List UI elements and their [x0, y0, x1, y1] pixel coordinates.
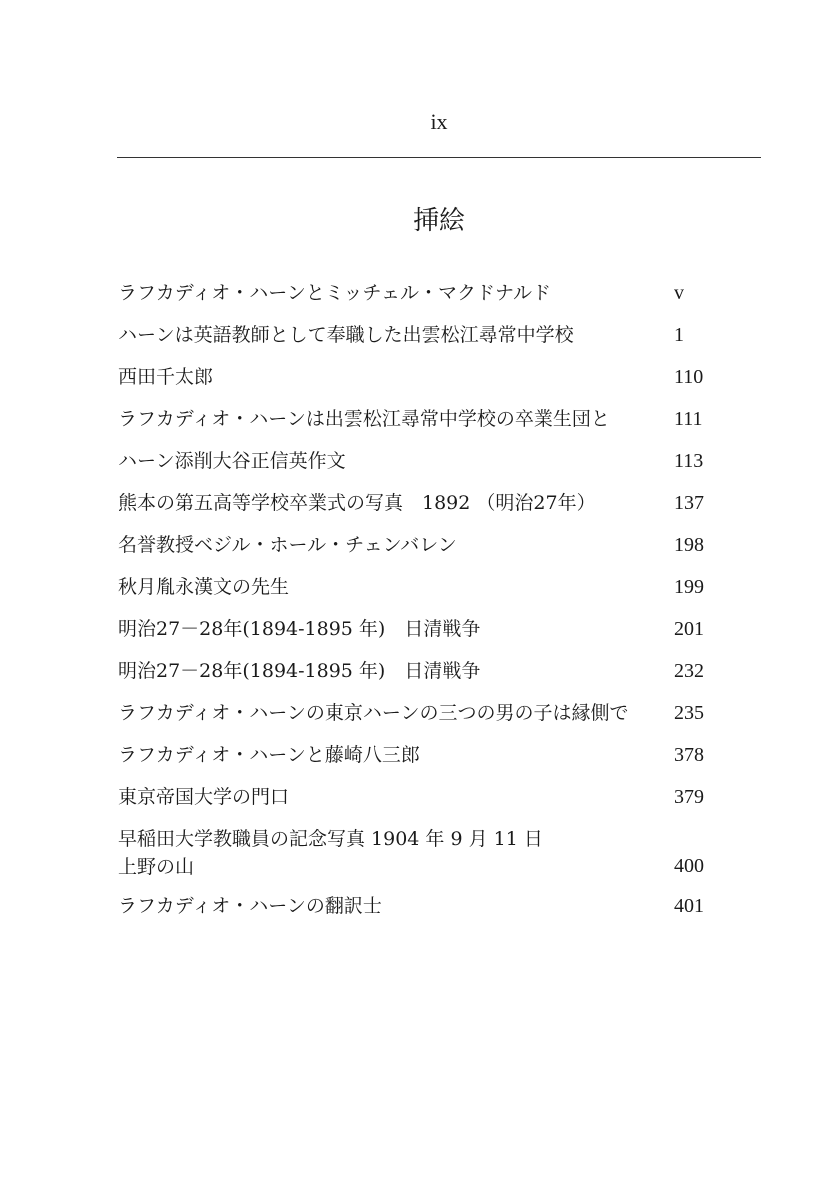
entry-label: 名誉教授ベジル・ホール・チェンバレン [118, 534, 457, 556]
entry-label: 明治27－28年(1894-1895 年) 日清戦争 [118, 618, 481, 640]
header-rule [117, 157, 761, 158]
entry-page: 199 [674, 576, 704, 598]
entry-page: 110 [674, 366, 704, 388]
entry-page: 401 [674, 895, 704, 917]
entry-label: 早稲田大学教職員の記念写真 1904 年 9 月 11 日 上野の山 [118, 828, 543, 878]
list-item [118, 266, 718, 308]
entry-label: 西田千太郎 [118, 366, 214, 388]
entry-page: 378 [674, 744, 704, 766]
entry-label: ラフカディオ・ハーンとミッチェル・マクドナルド [118, 282, 552, 304]
entry-page: 201 [674, 618, 704, 640]
list-item [118, 686, 718, 728]
entry-page: 1 [674, 324, 684, 346]
list-item [118, 434, 718, 476]
entry-page: 400 [674, 855, 704, 877]
entry-label: ラフカディオ・ハーンの翻訳士 [118, 895, 382, 917]
entry-label: 明治27－28年(1894-1895 年) 日清戦争 [118, 660, 481, 682]
entry-label: ハーンは英語教師として奉職した出雲松江尋常中学校 [118, 324, 574, 346]
entry-label: 東京帝国大学の門口 [118, 786, 290, 808]
list-item [118, 518, 718, 560]
list-item [118, 881, 718, 921]
page-number: ix [430, 109, 448, 134]
list-item [118, 392, 718, 434]
list-item [118, 812, 718, 881]
list-item [118, 728, 718, 770]
entry-label: ラフカディオ・ハーンと藤崎八三郎 [118, 744, 420, 766]
section-title: 挿絵 [412, 206, 465, 236]
list-item [118, 350, 718, 392]
list-item [118, 476, 718, 518]
entry-page: 198 [674, 534, 704, 556]
entry-label: ラフカディオ・ハーンの東京ハーンの三つの男の子は縁側で [118, 702, 629, 724]
entry-page: 111 [674, 408, 703, 430]
entry-label: 熊本の第五高等学校卒業式の写真 1892 （明治27年） [118, 492, 596, 514]
entry-label: ハーン添削大谷正信英作文 [118, 450, 346, 472]
illustration-list [118, 266, 718, 921]
list-item [118, 770, 718, 812]
entry-page: 113 [674, 450, 704, 472]
entry-page: 137 [674, 492, 704, 514]
entry-label: 秋月胤永漢文の先生 [118, 576, 290, 598]
entry-page: 379 [674, 786, 704, 808]
list-item [118, 308, 718, 350]
entry-page: 232 [674, 660, 704, 682]
list-item [118, 644, 718, 686]
entry-page: 235 [674, 702, 704, 724]
list-item [118, 560, 718, 602]
list-item [118, 602, 718, 644]
entry-label: ラフカディオ・ハーンは出雲松江尋常中学校の卒業生団と [118, 408, 610, 430]
entry-page: v [674, 282, 684, 304]
